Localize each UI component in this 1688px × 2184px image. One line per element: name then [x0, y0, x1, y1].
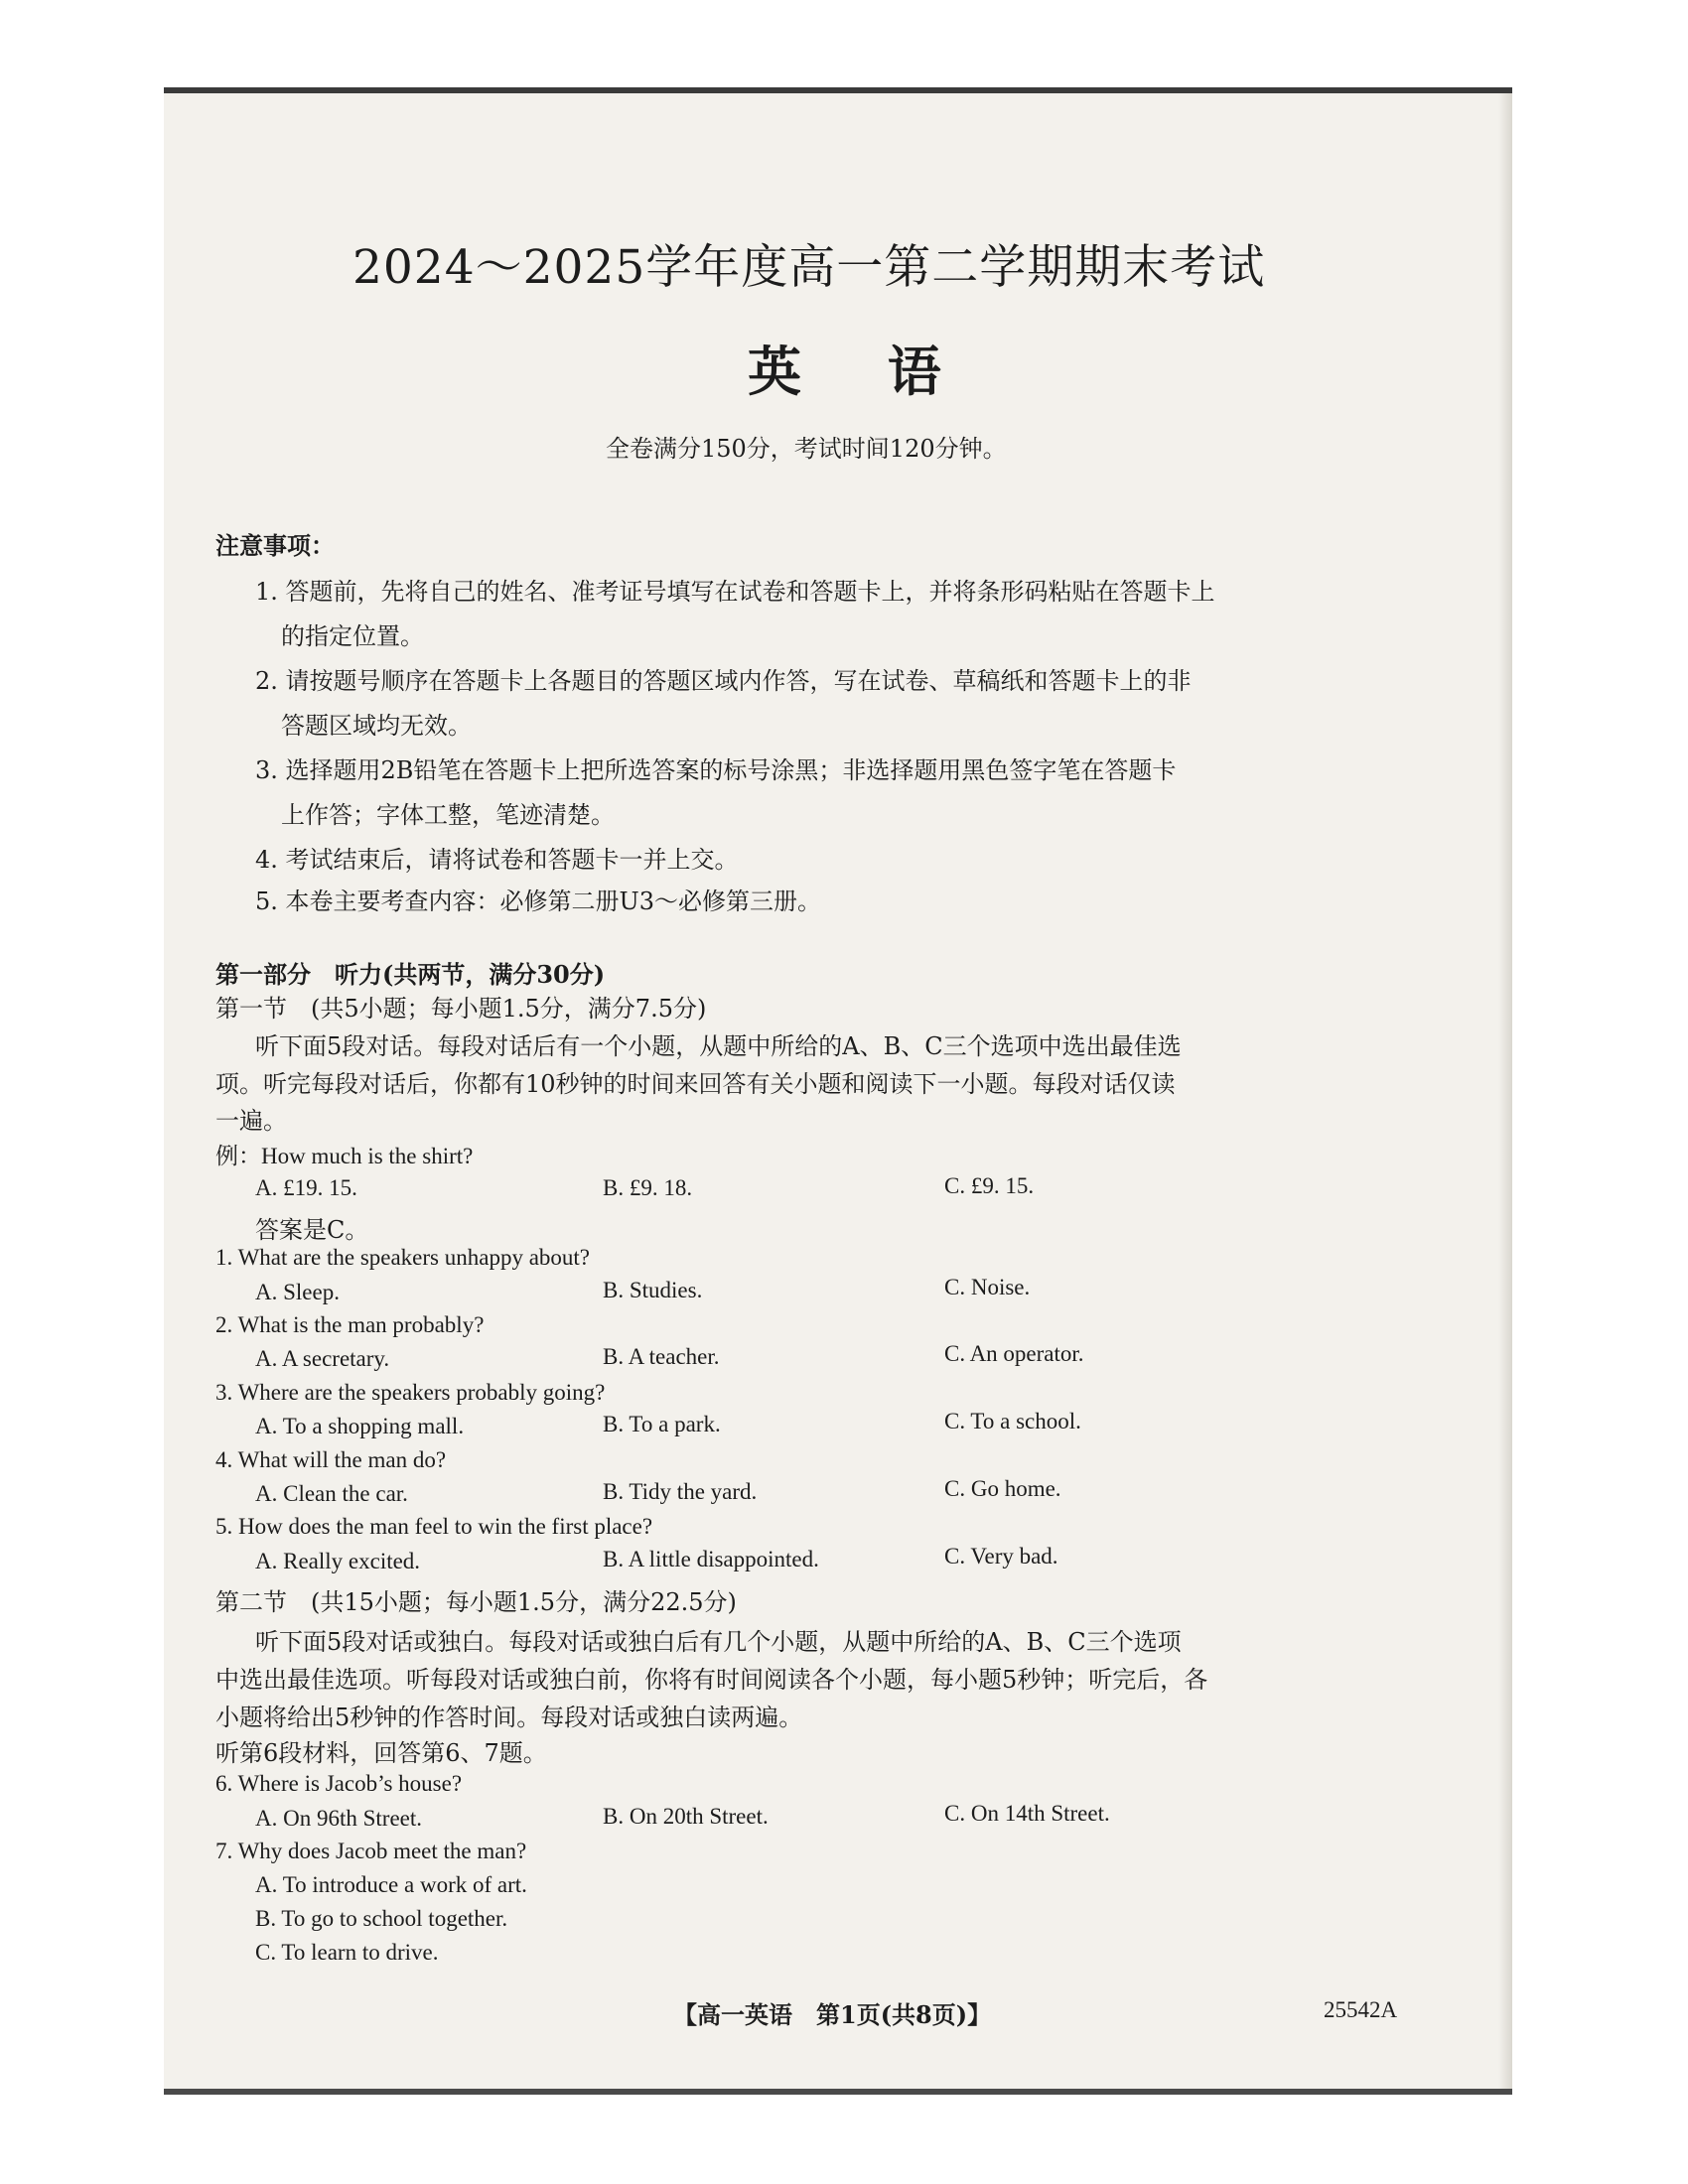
part1-heading: 第一部分 听力(共两节，满分30分) [215, 960, 606, 989]
question-5-option-a: A. Really excited. [255, 1549, 421, 1573]
question-4-option-b: B. Tidy the yard. [603, 1479, 758, 1504]
section2-instructions: 听下面5段对话或独白。每段对话或独白后有几个小题，从题中所给的A、B、C三个选项 [255, 1628, 1182, 1656]
notice-line: 的指定位置。 [281, 622, 424, 650]
example-option: B. £9. 18. [603, 1175, 693, 1200]
question-6-option-b: B. On 20th Street. [603, 1804, 769, 1829]
notice-line: 上作答；字体工整，笔迹清楚。 [281, 801, 615, 829]
question-4: 4. What will the man do? [215, 1447, 447, 1472]
notice-line: 3. 选择题用2B铅笔在答题卡上把所选答案的标号涂黑；非选择题用黑色签字笔在答题卡 [255, 756, 1177, 784]
subject-title: 英 语 [748, 340, 975, 403]
question-4-option-a: A. Clean the car. [255, 1481, 408, 1506]
question-7: 7. Why does Jacob meet the man? [215, 1839, 527, 1863]
question-3: 3. Where are the speakers probably going? [215, 1380, 606, 1405]
example-option: A. £19. 15. [255, 1175, 357, 1200]
section1-instructions: 一遍。 [215, 1107, 287, 1135]
question-2-option-c: C. An operator. [944, 1341, 1084, 1366]
question-3-option-c: C. To a school. [944, 1409, 1081, 1433]
page-edge-shadow [1498, 93, 1512, 2089]
section1-heading: 第一节 (共5小题；每小题1.5分，满分7.5分) [215, 995, 707, 1023]
question-2-option-a: A. A secretary. [255, 1346, 390, 1371]
example-option: C. £9. 15. [944, 1173, 1035, 1198]
notice-heading: 注意事项： [215, 531, 335, 560]
question-5: 5. How does the man feel to win the first place? [215, 1514, 653, 1539]
question-1: 1. What are the speakers unhappy about? [215, 1245, 591, 1270]
question-2-option-b: B. A teacher. [603, 1344, 720, 1369]
question-7-option-c: C. To learn to drive. [255, 1940, 439, 1965]
example-question: 例：How much is the shirt? [215, 1144, 474, 1168]
page-footer-label: 【高一英语 第1页(共8页)】 [673, 2000, 992, 2029]
notice-line: 2. 请按题号顺序在答题卡上各题目的答题区域内作答，写在试卷、草稿纸和答题卡上的非 [255, 667, 1192, 695]
section2-heading: 第二节 (共15小题；每小题1.5分，满分22.5分) [215, 1588, 737, 1616]
question-1-option-b: B. Studies. [603, 1278, 703, 1302]
section2-instructions: 小题将给出5秒钟的作答时间。每段对话或独白读两遍。 [215, 1704, 803, 1731]
question-4-option-c: C. Go home. [944, 1476, 1061, 1501]
question-3-option-a: A. To a shopping mall. [255, 1414, 465, 1438]
score-info: 全卷满分150分，考试时间120分钟。 [606, 435, 1007, 463]
question-1-option-c: C. Noise. [944, 1275, 1031, 1299]
question-7-option-a: A. To introduce a work of art. [255, 1872, 527, 1897]
paper-code: 25542A [1324, 1997, 1398, 2022]
section2-instructions: 中选出最佳选项。听每段对话或独白前，你将有时间阅读各个小题，每小题5秒钟；听完后，各 [215, 1666, 1208, 1694]
material-6-heading: 听第6段材料，回答第6、7题。 [215, 1739, 547, 1767]
question-6: 6. Where is Jacob’s house? [215, 1771, 463, 1796]
question-2: 2. What is the man probably? [215, 1312, 485, 1337]
example-answer: 答案是C。 [255, 1216, 369, 1244]
question-6-option-c: C. On 14th Street. [944, 1801, 1110, 1826]
notice-line: 答题区域均无效。 [281, 712, 472, 740]
question-5-option-b: B. A little disappointed. [603, 1547, 819, 1571]
section1-instructions: 项。听完每段对话后，你都有10秒钟的时间来回答有关小题和阅读下一小题。每段对话仅读 [215, 1070, 1176, 1098]
exam-title: 2024～2025学年度高一第二学期期末考试 [352, 240, 1266, 295]
notice-line: 4. 考试结束后，请将试卷和答题卡一并上交。 [255, 846, 739, 874]
question-3-option-b: B. To a park. [603, 1412, 721, 1436]
question-5-option-c: C. Very bad. [944, 1544, 1058, 1569]
question-1-option-a: A. Sleep. [255, 1280, 340, 1304]
notice-line: 1. 答题前，先将自己的姓名、准考证号填写在试卷和答题卡上，并将条形码粘贴在答题卡上 [255, 578, 1215, 606]
notice-line: 5. 本卷主要考查内容：必修第二册U3～必修第三册。 [255, 887, 822, 915]
question-6-option-a: A. On 96th Street. [255, 1806, 423, 1831]
section1-instructions: 听下面5段对话。每段对话后有一个小题，从题中所给的A、B、C三个选项中选出最佳选 [255, 1032, 1182, 1060]
exam-page [164, 87, 1512, 2095]
question-7-option-b: B. To go to school together. [255, 1906, 508, 1931]
